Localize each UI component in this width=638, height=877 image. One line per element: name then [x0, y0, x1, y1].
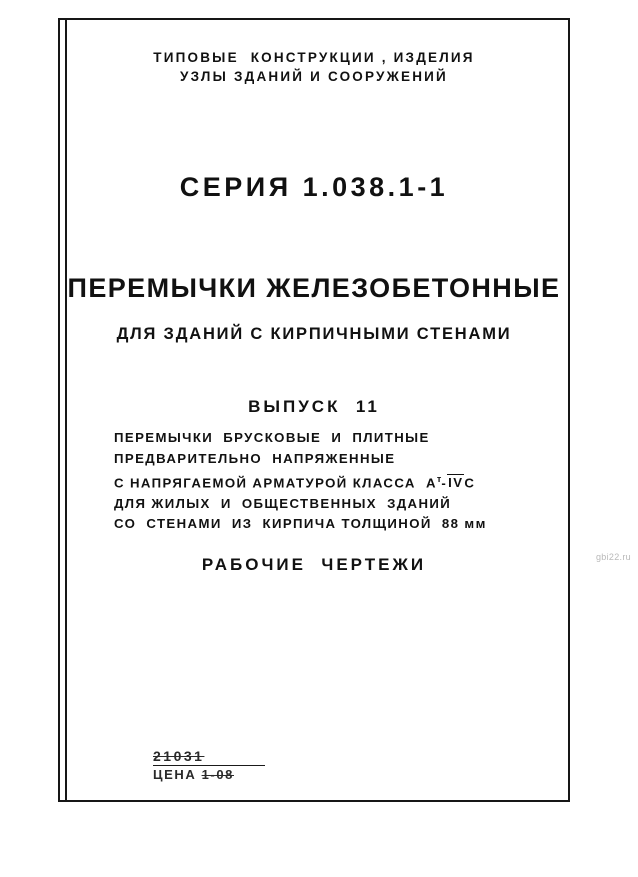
stamp-price	[153, 767, 273, 782]
watermark: gbi22.ru	[596, 552, 631, 562]
document-title: ПЕРЕМЫЧКИ ЖЕЛЕЗОБЕТОННЫЕ	[67, 273, 561, 303]
issue-number: ВЫПУСК 11	[248, 397, 380, 416]
price-stamp	[153, 748, 273, 782]
steel-class-roman: IV	[448, 475, 464, 491]
description-line: ПЕРЕМЫЧКИ БРУСКОВЫЕ И ПЛИТНЫЕ	[114, 430, 430, 445]
description-block	[60, 428, 568, 535]
description-line: ДЛЯ ЖИЛЫХ И ОБЩЕСТВЕННЫХ ЗДАНИЙ	[114, 495, 452, 511]
stamp-price-value: 1-08	[201, 767, 234, 782]
stamp-price-label: ЦЕНА	[153, 767, 197, 782]
document-subtitle: ДЛЯ ЗДАНИЙ С КИРПИЧНЫМИ СТЕНАМИ	[116, 325, 512, 343]
stamp-code: 21031	[153, 748, 205, 764]
steel-class-suffix: C	[464, 475, 476, 491]
steel-class-subscript: т	[436, 474, 442, 484]
drawing-frame	[58, 18, 570, 802]
description-line: СО СТЕНАМИ ИЗ КИРПИЧА ТОЛЩИНОЙ 88 мм	[114, 516, 487, 532]
description-line-steel-class	[114, 469, 514, 494]
header-line-2: УЗЛЫ ЗДАНИЙ И СООРУЖЕНИЙ	[180, 69, 448, 84]
description-line: ПРЕДВАРИТЕЛЬНО НАПРЯЖЕННЫЕ	[114, 450, 396, 466]
steel-class-dash: -	[441, 475, 448, 491]
stamp-divider	[153, 765, 265, 766]
steel-class-prefix: С НАПРЯГАЕМОЙ АРМАТУРОЙ КЛАССА А	[114, 475, 437, 491]
header-line-1: ТИПОВЫЕ КОНСТРУКЦИИ , ИЗДЕЛИЯ	[153, 50, 475, 65]
working-drawings-label: РАБОЧИЕ ЧЕРТЕЖИ	[201, 555, 427, 574]
series-number: СЕРИЯ 1.038.1-1	[179, 172, 449, 202]
